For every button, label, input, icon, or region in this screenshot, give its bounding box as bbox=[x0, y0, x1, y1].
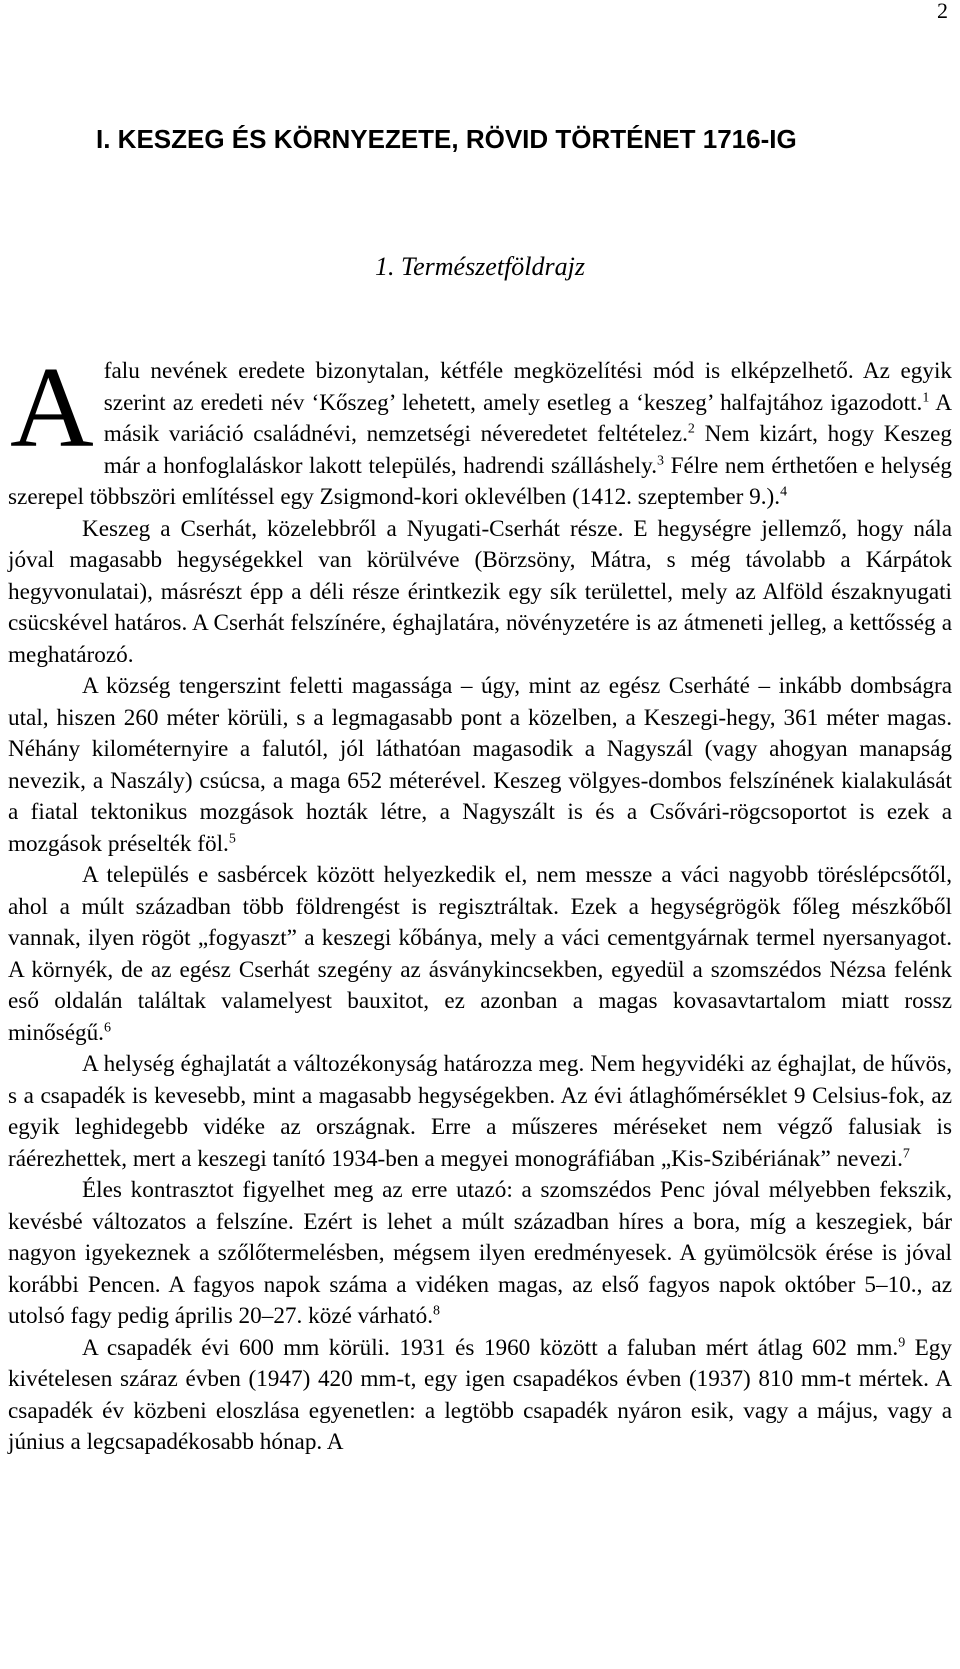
chapter-title: I. KESZEG ÉS KÖRNYEZETE, RÖVID TÖRTÉNET 1716-IG bbox=[96, 124, 797, 154]
body-text bbox=[8, 344, 953, 1459]
paragraph-text: A másik variáció családnévi, nemzetségi néveredetet feltételez. bbox=[103, 389, 953, 447]
page-number: 2 bbox=[937, 0, 948, 23]
paragraph-2 bbox=[8, 514, 952, 672]
paragraph-6 bbox=[8, 1175, 952, 1333]
paragraph-text: A csapadék évi 600 mm körüli. 1931 és 1960 között a faluban mért átlag 602 mm. bbox=[82, 1334, 899, 1361]
section-title: 1. Természetföldrajz bbox=[375, 252, 585, 281]
drop-cap: A bbox=[10, 344, 94, 472]
paragraph-text: A község tengerszint feletti magassága – úgy, mint az egész Cserháté – inkább dombságra utal, hiszen 260 méter körüli, s a legmagasabb pont a közelben, a Keszegi-hegy, 361 méter magas. Néhány kilométernyire a falutól, jól láthatóan magasodik a Nagyszál (vagy ahogyan manapság nevezik, a Naszály) csúcsa, a maga 652 méterével. Keszeg völgyes-dombos felszínének kialakulását a fiatal tektonikus mozgások hozták létre, a Nagyszált is és a Csővári-rögcsoportot is ezek a mozgások préselték föl. bbox=[8, 673, 952, 857]
paragraph-4 bbox=[8, 860, 952, 1049]
footnote-marker-9: 9 bbox=[898, 1334, 906, 1350]
footnote-marker-4: 4 bbox=[780, 484, 788, 500]
paragraph-text: A település e sasbércek között helyezkedik el, nem messze a váci nagyobb töréslépcsőtől, ahol a múlt században több földrengést is regisztráltak. Ezek a hegységrögök főleg mészkőből vannak, ilyen rögöt „fogyaszt” a keszegi kőbánya, mely a váci cementgyárnak termel nyersanyagot. A környék, de az egész Cserhát szegény az ásványkincsekben, egyedül a szomszédos Nézsa felénk eső oldalán találtak valamelyest bauxitot, ez azonban a magas kovasavtartalom miatt rossz minőségű. bbox=[8, 862, 952, 1046]
paragraph-text: falu nevének eredete bizonytalan, kétféle megközelítési mód is elképzelhető. Az egyik szerint az eredeti név ‘Kőszeg’ lehetett, amely esetleg a ‘keszeg’ halfajtához igazodott. bbox=[103, 358, 952, 416]
footnote-marker-3: 3 bbox=[657, 452, 665, 468]
paragraph-3 bbox=[8, 671, 952, 860]
paragraph-text: Félre nem érthetően e helység szerepel többszöri említéssel egy Zsigmond-kori oklevélben (1412. szeptember 9.). bbox=[8, 452, 952, 510]
paragraph-text: Egy kivételesen száraz évben (1947) 420 mm-t, egy igen csapadékos évben (1937) 810 mm-t mértek. A csapadék év közbeni eloszlása egyenetlen: a legtöbb csapadék nyáron esik, vagy a május, vagy a június a legcsapadékosabb hónap. A bbox=[8, 1334, 952, 1455]
paragraph-text: Éles kontrasztot figyelhet meg az erre utazó: a szomszédos Penc jóval mélyebben fekszik, kevésbé változatos a felszíne. Ezért is lehet a múlt században híres a bora, míg a keszegiek, bár nagyon igyekeznek a szőlőtermelésben, mégsem ilyen eredményesek. A gyümölcsök érése is jóval korábbi Pencen. A fagyos napok száma a vidéken magas, az első fagyos napok október 5–10., az utolsó fagy pedig április 20–27. közé várható. bbox=[8, 1177, 952, 1329]
paragraph-text: A helység éghajlatát a változékonyság határozza meg. Nem hegyvidéki az éghajlat, de hűvös, s a csapadék is kevesebb, mint a magasabb hegységekben. Az évi átlaghőmérséklet 9 Celsius-fok, az egyik leghidegebb vidéke az országnak. Erre a műszeres méréseket nem végző falusiak is ráérezhettek, mert a keszegi tanító 1934-ben a megyei monográfiában „Kis-Szibériának” nevezi. bbox=[8, 1051, 952, 1172]
paragraph-5 bbox=[8, 1049, 952, 1175]
footnote-marker-1: 1 bbox=[922, 389, 930, 405]
paragraph-7 bbox=[8, 1333, 952, 1459]
paragraph-text: Nem kizárt, hogy Keszeg már a honfoglaláskor lakott település, hadrendi szálláshely. bbox=[103, 421, 952, 479]
footnote-marker-8: 8 bbox=[433, 1303, 441, 1319]
footnote-marker-6: 6 bbox=[103, 1019, 111, 1035]
footnote-marker-2: 2 bbox=[687, 421, 695, 437]
paragraph-text: Keszeg a Cserhát, közelebbről a Nyugati-Cserhát része. E hegységre jellemző, hogy nála jóval magasabb hegységekkel van körülvéve (Börzsöny, Mátra, s még távolabb a Kárpátok hegyvonulatai), másrészt épp a déli része érintkezik egy sík területtel, mely az Alföld északnyugati csücskével határos. A Cserhát felszínére, éghajlatára, növényzetére is az átmeneti jelleg, a kettősség a meghatározó. bbox=[8, 515, 952, 668]
paragraph-1 bbox=[8, 344, 953, 514]
footnote-marker-7: 7 bbox=[902, 1145, 910, 1161]
footnote-marker-5: 5 bbox=[228, 830, 236, 846]
